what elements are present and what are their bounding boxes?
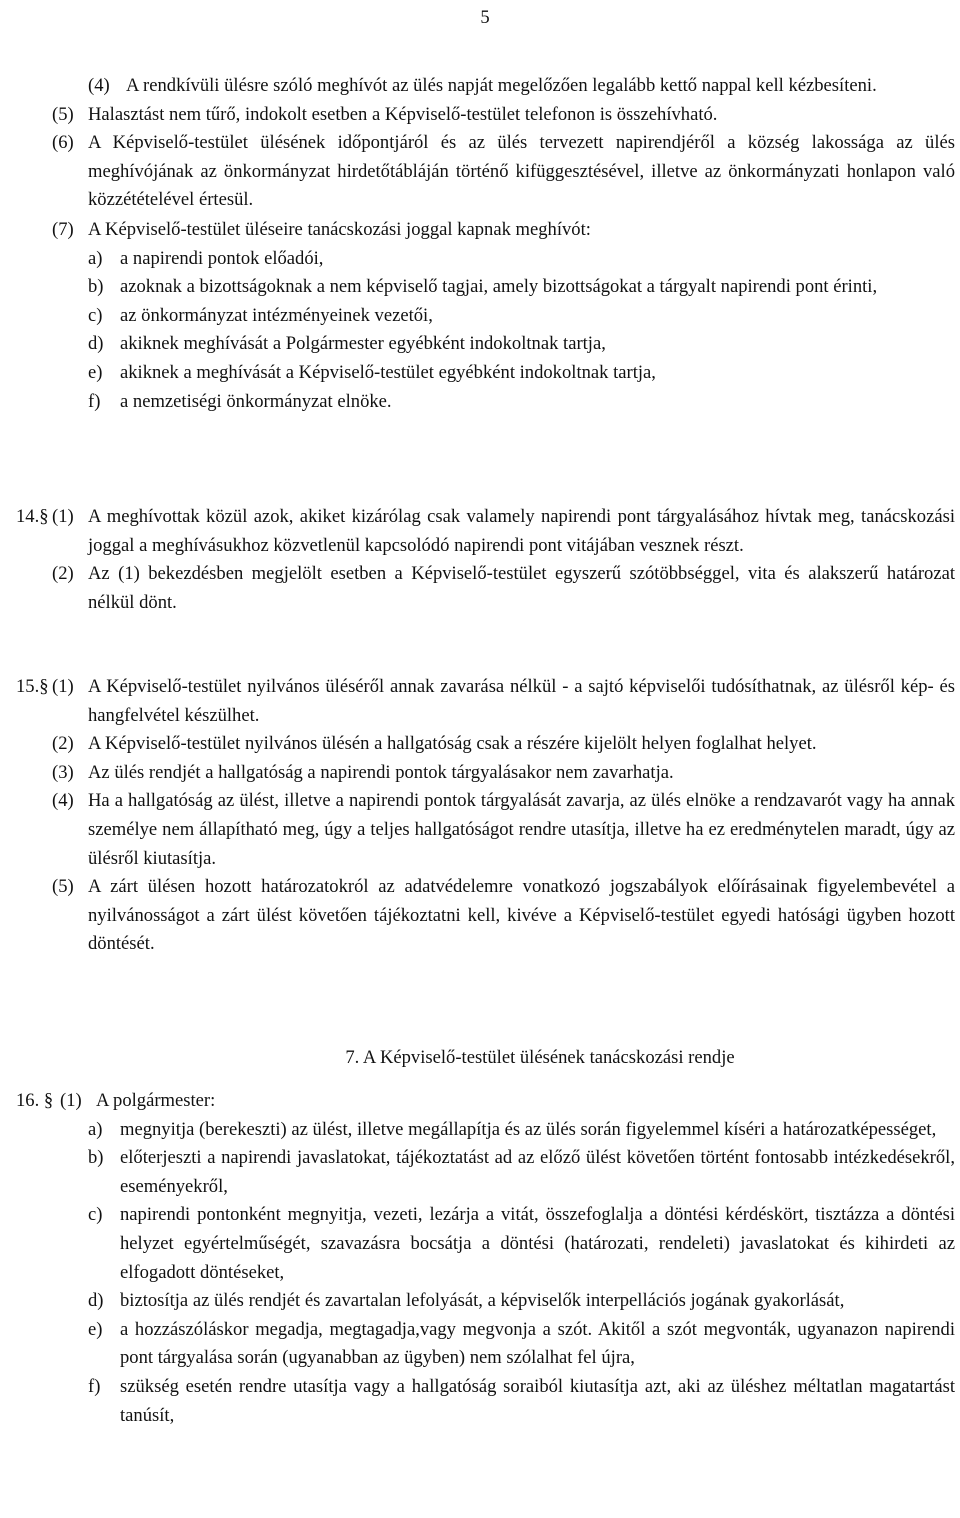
section-15-paragraph-4 (0, 787, 960, 873)
paragraph-label: (2) (52, 733, 74, 755)
list-item-label: e) (88, 361, 103, 383)
paragraph-text: A Képviselő-testület nyilvános üléséről annak zavarása nélkül - a sajtó képviselői tudósíthatnak, az ülésről kép- és hangfelvétel készülhet. (88, 676, 955, 726)
list-item-text: akiknek meghívását a Polgármester egyébként indokoltnak tartja, (120, 333, 606, 355)
section-15-paragraph-2 (0, 730, 960, 759)
section-14-paragraph-1 (0, 503, 960, 560)
list-item-label: b) (88, 276, 104, 298)
list-item (0, 245, 960, 274)
list-item-label: a) (88, 1118, 103, 1140)
list-item (0, 388, 960, 417)
list-item-text: előterjeszti a napirendi javaslatokat, tájékoztatást ad az előző ülést követően történt fontosabb intézkedésekről, eseményekről, (120, 1147, 955, 1197)
paragraph-7 (0, 216, 960, 245)
paragraph-5 (0, 101, 960, 130)
section-number: 15.§ (16, 676, 49, 697)
paragraph-text: A rendkívüli ülésre szóló meghívót az ülés napját megelőzően legalább kettő nappal kell kézbesíteni. (126, 75, 877, 96)
section-14 (0, 503, 960, 617)
list-item-label: d) (88, 1290, 104, 1312)
paragraph-label: (4) (88, 75, 110, 96)
list-item (0, 330, 960, 359)
paragraph-label: (4) (52, 790, 74, 812)
paragraph-label: (1) (52, 676, 74, 697)
list-item-label: b) (88, 1147, 104, 1169)
section-15 (0, 673, 960, 959)
mayor-duties-list (0, 1116, 960, 1431)
list-item-text: a hozzászóláskor megadja, megtagadja,vagy megvonja a szót. Akitől a szót megvonták, ugyanazon napirendi pont tárgyalása során (ugyanabban az ügyben) nem szólalhat fel újra, (120, 1318, 955, 1369)
paragraph-text: A Képviselő-testület üléseire tanácskozási joggal kapnak meghívót: (88, 218, 591, 240)
section-title: 7. A Képviselő-testület ülésének tanácskozási rendje (345, 1047, 735, 1068)
list-item (0, 1116, 960, 1145)
section-16-paragraph-1 (0, 1087, 960, 1116)
list-item-text: megnyitja (berekeszti) az ülést, illetve megállapítja és az ülés során figyelemmel kíséri a határozatképességet, (120, 1118, 937, 1140)
section-14-paragraph-2 (0, 560, 960, 617)
paragraph-label: (5) (52, 876, 74, 898)
list-item-label: f) (88, 390, 101, 412)
paragraph-text: A Képviselő-testület ülésének időpontjáról és az ülés tervezett napirendjéről a község lakossága az ülés meghívójának az önkormányzat hirdetőtábláján történő kifüggesztésével, illetve az önkormányzati honlapon való közzétételével értesül. (88, 132, 955, 211)
list-item-label: e) (88, 1318, 103, 1340)
section-15-paragraph-5 (0, 873, 960, 959)
list-item (0, 359, 960, 388)
list-item-text: biztosítja az ülés rendjét és zavartalan lefolyását, a képviselők interpellációs jogának gyakorlását, (120, 1290, 845, 1312)
paragraph-label: (1) (60, 1090, 82, 1111)
paragraph-label: (5) (52, 103, 74, 125)
list-item (0, 302, 960, 331)
list-item-text: azoknak a bizottságoknak a nem képviselő tagjai, amely bizottságokat a tárgyalt napirendi pont érinti, (120, 276, 878, 298)
paragraph-label: (2) (52, 563, 74, 585)
list-item (0, 1287, 960, 1316)
paragraph-label: (7) (52, 218, 74, 240)
list-item-text: akiknek a meghívását a Képviselő-testület egyébként indokoltnak tartja, (120, 361, 656, 383)
list-item (0, 1144, 960, 1201)
list-item-label: c) (88, 304, 103, 326)
section-16 (0, 1087, 960, 1430)
list-item (0, 1316, 960, 1373)
list-item-text: szükség esetén rendre utasítja vagy a hallgatóság soraiból kiutasítja azt, aki az üléshez méltatlan magatartást tanúsít, (120, 1375, 955, 1426)
paragraph-text: A polgármester: (96, 1090, 216, 1111)
section-15-paragraph-3 (0, 759, 960, 788)
paragraph-label: (3) (52, 761, 74, 783)
paragraph-label: (6) (52, 132, 74, 154)
list-item-label: d) (88, 333, 104, 355)
paragraph-6 (0, 129, 960, 215)
paragraph-text: Ha a hallgatóság az ülést, illetve a napirendi pontok tárgyalását zavarja, az ülés elnöke a rendzavarót vagy ha annak személye nem állapítható meg, úgy a teljes hallgatóságot rendre utasítja, illetve ha ez eredménytelen maradt, úgy az ülésről kiutasítja. (88, 790, 955, 869)
list-item (0, 1201, 960, 1287)
paragraph-text: A Képviselő-testület nyilvános ülésén a hallgatóság csak a részére kijelölt helyen foglalhat helyet. (88, 733, 817, 755)
list-item-label: a) (88, 247, 103, 269)
paragraph-text: Halasztást nem tűrő, indokolt esetben a Képviselő-testület telefonon is összehívható. (88, 103, 718, 125)
invitee-list (0, 245, 960, 417)
paragraph-text: A zárt ülésen hozott határozatokról az adatvédelemre vonatkozó jogszabályok előírásainak figyelembevétel a nyilvánosságot a zárt ülést követően tájékoztatni kell, kivéve a Képviselő-testület egyedi hatósági ügyben hozott döntését. (88, 876, 955, 955)
list-item-text: az önkormányzat intézményeinek vezetői, (120, 304, 433, 326)
paragraph-text: Az ülés rendjét a hallgatóság a napirendi pontok tárgyalásakor nem zavarhatja. (88, 761, 674, 783)
list-item-text: napirendi pontonként megnyitja, vezeti, lezárja a vitát, összefoglalja a döntési kérdéskört, tisztázza a döntési helyzet egyértelműségét, szavazásra bocsátja a döntési (határozati, rendeleti) javaslatokat és kihirdeti az elfogadott döntéseket, (120, 1204, 955, 1283)
page-number: 5 (480, 7, 490, 28)
list-item-text: a napirendi pontok előadói, (120, 247, 324, 269)
paragraph-group-ulesek (0, 72, 960, 416)
list-item-text: a nemzetiségi önkormányzat elnöke. (120, 390, 392, 412)
list-item-label: c) (88, 1204, 103, 1226)
section-number: 16. § (16, 1090, 54, 1111)
paragraph-4 (0, 72, 960, 101)
list-item (0, 1373, 960, 1430)
section-number: 14.§ (16, 506, 49, 527)
paragraph-text: A meghívottak közül azok, akiket kizárólag csak valamely napirendi pont tárgyalásához hívtak meg, tanácskozási joggal a meghívásukhoz közvetlenül kapcsolódó napirendi pont vitájában vesznek részt. (88, 506, 955, 556)
section-15-paragraph-1 (0, 673, 960, 730)
paragraph-label: (1) (52, 506, 74, 527)
list-item (0, 273, 960, 302)
paragraph-text: Az (1) bekezdésben megjelölt esetben a Képviselő-testület egyszerű szótöbbséggel, vita és alakszerű határozat nélkül dönt. (88, 563, 955, 613)
list-item-label: f) (88, 1375, 101, 1397)
